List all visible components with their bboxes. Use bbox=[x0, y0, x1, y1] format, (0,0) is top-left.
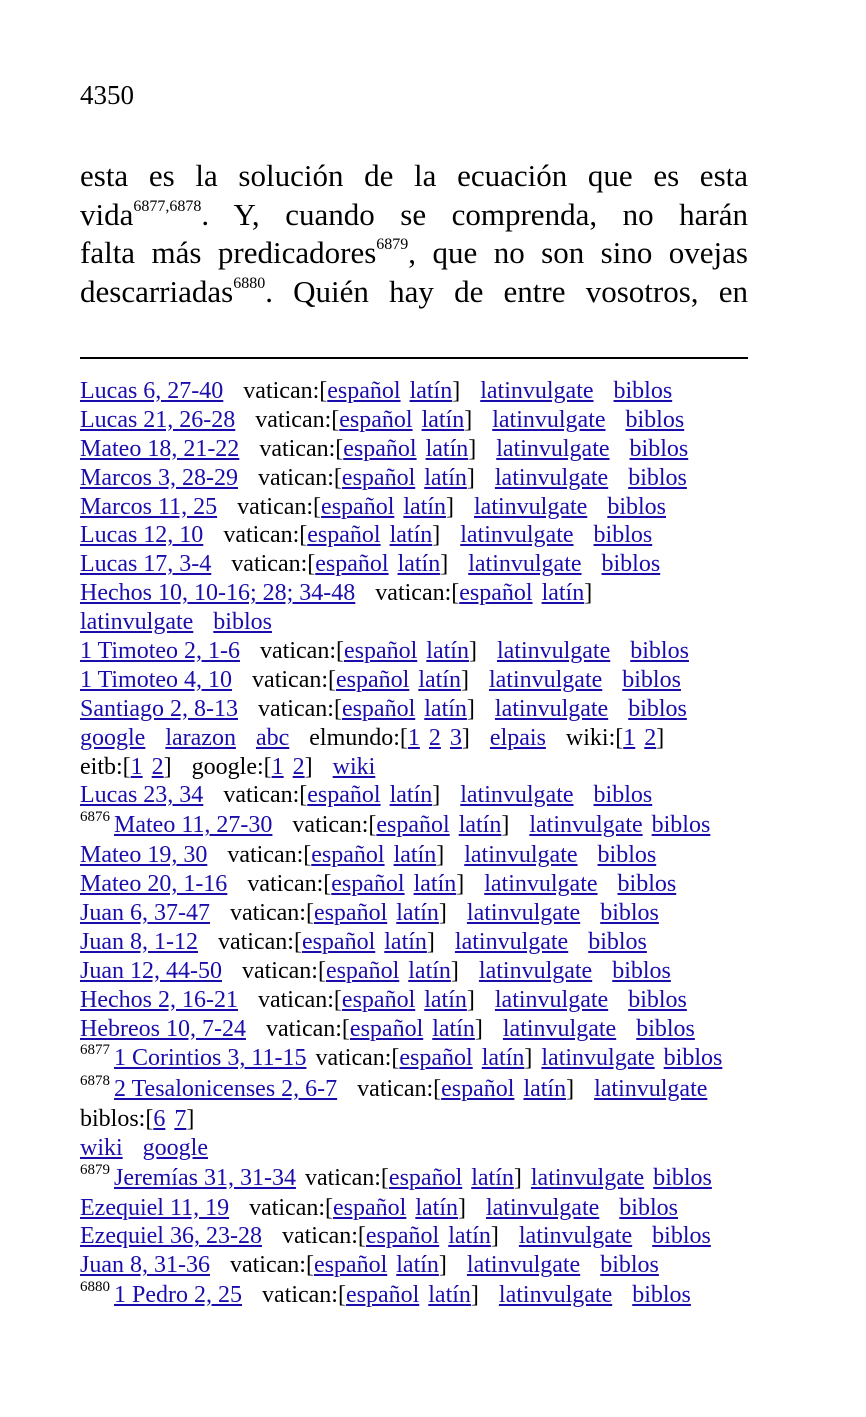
latin-link[interactable]: latín bbox=[413, 871, 457, 898]
footnote-line bbox=[80, 1280, 760, 1311]
latin-link[interactable]: latín bbox=[396, 899, 439, 926]
biblos-link[interactable]: biblos bbox=[628, 695, 687, 722]
google-link-2[interactable]: 2 bbox=[292, 753, 305, 780]
latin-link[interactable]: latín bbox=[428, 1282, 471, 1309]
bible-ref-link[interactable]: Lucas 12, 10 bbox=[80, 522, 204, 549]
bracket-close: ] bbox=[460, 666, 469, 693]
latinvulgate-link[interactable]: latinvulgate bbox=[466, 899, 581, 926]
larazon-link[interactable]: larazon bbox=[165, 724, 236, 751]
latin-link[interactable]: latín bbox=[415, 1194, 458, 1221]
latinvulgate-link[interactable]: latinvulgate bbox=[496, 638, 611, 665]
latin-link[interactable]: latín bbox=[424, 695, 467, 722]
bible-ref-link[interactable]: Juan 8, 1-12 bbox=[80, 928, 198, 955]
latinvulgate-link[interactable]: latinvulgate bbox=[529, 812, 643, 839]
latinvulgate-link[interactable]: latinvulgate bbox=[492, 406, 606, 433]
latin-link[interactable]: latín bbox=[523, 1076, 567, 1103]
latinvulgate-link[interactable]: latinvulgate bbox=[494, 695, 609, 722]
main-text bbox=[80, 157, 748, 312]
reference-line bbox=[80, 1251, 760, 1280]
footnote-number: 6880 bbox=[80, 1279, 110, 1296]
news-line bbox=[80, 724, 760, 753]
bracket-close: ] bbox=[440, 551, 449, 578]
footnote-line bbox=[80, 1163, 760, 1194]
espanol-link[interactable]: español bbox=[341, 464, 416, 491]
bracket-close: ] bbox=[452, 378, 461, 404]
espanol-link[interactable]: español bbox=[343, 435, 417, 462]
espanol-link[interactable]: español bbox=[313, 899, 388, 926]
latinvulgate-link[interactable]: latinvulgate bbox=[466, 1252, 581, 1279]
footnote-divider bbox=[80, 357, 748, 359]
news-line bbox=[80, 753, 760, 782]
espanol-link[interactable]: español bbox=[313, 1252, 388, 1279]
vatican-label: vatican:[ bbox=[375, 580, 460, 607]
espanol-link[interactable]: español bbox=[331, 871, 405, 898]
bracket-close: ] bbox=[468, 435, 477, 462]
bracket-close: ] bbox=[186, 1105, 195, 1132]
biblos-link[interactable]: biblos bbox=[630, 638, 689, 665]
latin-link[interactable]: latín bbox=[384, 928, 427, 955]
biblos-link[interactable]: biblos bbox=[588, 928, 647, 955]
latin-link[interactable]: latín bbox=[397, 551, 441, 578]
espanol-link[interactable]: español bbox=[307, 522, 381, 549]
text-fragment: descarriadas bbox=[80, 274, 234, 310]
reference-line bbox=[80, 666, 760, 695]
footnote-ref[interactable]: 6877,6878 bbox=[133, 197, 202, 215]
biblos-link[interactable]: biblos bbox=[600, 1252, 659, 1279]
reference-line bbox=[80, 550, 760, 579]
vatican-label: vatican:[ bbox=[259, 435, 344, 462]
biblos-link[interactable]: biblos bbox=[628, 986, 687, 1013]
biblos-link[interactable]: biblos bbox=[632, 1282, 691, 1309]
bracket-close: ] bbox=[450, 957, 459, 984]
elmundo-link-1[interactable]: 1 bbox=[407, 724, 420, 751]
espanol-link[interactable]: español bbox=[376, 812, 450, 839]
eitb-link-1[interactable]: 1 bbox=[130, 753, 143, 780]
bracket-close: ] bbox=[432, 782, 441, 809]
eitb-label: eitb:[ bbox=[80, 753, 131, 780]
bible-ref-link[interactable]: Hebreos 10, 7-24 bbox=[80, 1015, 246, 1042]
latinvulgate-link[interactable]: latinvulgate bbox=[488, 666, 603, 693]
bracket-close: ] bbox=[490, 1223, 499, 1250]
vatican-label: vatican:[ bbox=[255, 406, 340, 433]
reference-line bbox=[80, 841, 760, 870]
footnote-number: 6879 bbox=[80, 1161, 110, 1178]
espanol-link[interactable]: español bbox=[307, 782, 381, 809]
wiki-link[interactable]: wiki bbox=[332, 753, 376, 780]
reference-line bbox=[80, 1222, 760, 1251]
reference-line bbox=[80, 1194, 760, 1223]
latin-link[interactable]: latín bbox=[418, 666, 461, 693]
bible-ref-link[interactable]: Juan 8, 31-36 bbox=[80, 1252, 210, 1279]
biblos-link[interactable]: biblos bbox=[629, 435, 689, 462]
text-line bbox=[80, 196, 748, 235]
latin-link[interactable]: latín bbox=[389, 782, 433, 809]
latinvulgate-link[interactable]: latinvulgate bbox=[518, 1223, 633, 1250]
vatican-label: vatican:[ bbox=[292, 812, 377, 839]
google-link[interactable]: google bbox=[80, 724, 146, 751]
bible-ref-link[interactable]: 1 Corintios 3, 11-15 bbox=[114, 1045, 307, 1072]
wiki-link[interactable]: wiki bbox=[80, 1134, 123, 1161]
latinvulgate-link[interactable]: latinvulgate bbox=[460, 522, 574, 549]
reference-line bbox=[80, 695, 760, 724]
latinvulgate-link[interactable]: latinvulgate bbox=[454, 928, 569, 955]
bible-ref-link[interactable]: 2 Tesalonicenses 2, 6-7 bbox=[114, 1076, 338, 1103]
espanol-link[interactable]: español bbox=[333, 1194, 407, 1221]
latin-link[interactable]: latín bbox=[403, 493, 447, 520]
abc-link[interactable]: abc bbox=[255, 724, 290, 751]
biblos-link[interactable]: biblos bbox=[593, 782, 653, 809]
biblos-link[interactable]: biblos bbox=[613, 378, 673, 404]
bracket-close: ] bbox=[446, 493, 455, 520]
bible-ref-link[interactable]: Marcos 11, 25 bbox=[80, 493, 218, 520]
vatican-label: vatican:[ bbox=[223, 522, 308, 549]
biblos-link[interactable]: biblos bbox=[617, 871, 677, 898]
bible-ref-link[interactable]: 1 Timoteo 4, 10 bbox=[80, 666, 233, 693]
bracket-close: ] bbox=[438, 899, 447, 926]
bible-ref-link[interactable]: Juan 12, 44-50 bbox=[80, 957, 222, 984]
vatican-label: vatican:[ bbox=[241, 957, 326, 984]
latinvulgate-link[interactable]: latinvulgate bbox=[478, 957, 593, 984]
latinvulgate-link[interactable]: latinvulgate bbox=[498, 1282, 613, 1309]
bracket-close: ] bbox=[456, 871, 465, 898]
latin-link[interactable]: latín bbox=[541, 580, 585, 607]
reference-line bbox=[80, 406, 760, 435]
biblos-link[interactable]: biblos bbox=[636, 1015, 695, 1042]
biblos-link-6[interactable]: 6 bbox=[153, 1105, 166, 1132]
espanol-link[interactable]: español bbox=[336, 666, 410, 693]
bible-ref-link[interactable]: Hechos 10, 10-16; 28; 34-48 bbox=[80, 580, 356, 607]
footnote-number: 6876 bbox=[80, 809, 110, 826]
google-label: google:[ bbox=[191, 753, 272, 780]
google-link-1[interactable]: 1 bbox=[271, 753, 284, 780]
footnote-number: 6877 bbox=[80, 1042, 110, 1059]
reference-line bbox=[80, 781, 760, 810]
vatican-label: vatican:[ bbox=[227, 842, 312, 869]
latin-link[interactable]: latín bbox=[448, 1223, 491, 1250]
vatican-label: vatican:[ bbox=[229, 1252, 314, 1279]
reference-line bbox=[80, 493, 760, 522]
espanol-link[interactable]: español bbox=[339, 406, 413, 433]
reference-line bbox=[80, 1105, 760, 1134]
text-fragment: . Y, cuando se comprenda, no harán bbox=[201, 196, 748, 232]
vatican-label: vatican:[ bbox=[252, 666, 336, 693]
bracket-close: ] bbox=[468, 638, 477, 665]
text-fragment: vida bbox=[80, 196, 134, 232]
reference-line bbox=[80, 899, 760, 928]
bracket-close: ] bbox=[524, 1045, 533, 1072]
bracket-close: ] bbox=[432, 522, 441, 549]
bible-ref-link[interactable]: Mateo 11, 27-30 bbox=[114, 812, 273, 839]
biblos-link[interactable]: biblos bbox=[597, 842, 657, 869]
elmundo-label: elmundo:[ bbox=[309, 724, 408, 751]
bible-ref-link[interactable]: Hechos 2, 16-21 bbox=[80, 986, 238, 1013]
vatican-label: vatican:[ bbox=[357, 1076, 442, 1103]
biblos-link[interactable]: biblos bbox=[622, 666, 681, 693]
bible-ref-link[interactable]: Lucas 17, 3-4 bbox=[80, 551, 212, 578]
espanol-link[interactable]: español bbox=[327, 378, 401, 404]
vatican-label: vatican:[ bbox=[257, 695, 342, 722]
latinvulgate-link[interactable]: latinvulgate bbox=[80, 609, 194, 636]
text-fragment: . Quién hay de entre vosotros, en bbox=[265, 274, 748, 310]
biblos-link[interactable]: biblos bbox=[651, 812, 711, 839]
bracket-close: ] bbox=[426, 928, 435, 955]
reference-line bbox=[80, 464, 760, 493]
biblos-link[interactable]: biblos bbox=[663, 1045, 723, 1072]
bracket-close: ] bbox=[466, 695, 475, 722]
biblos-link[interactable]: biblos bbox=[601, 551, 661, 578]
bible-ref-link[interactable]: Marcos 3, 28-29 bbox=[80, 464, 238, 491]
latinvulgate-link[interactable]: latinvulgate bbox=[530, 1164, 645, 1191]
reference-line bbox=[80, 1134, 760, 1163]
latin-link[interactable]: latín bbox=[425, 435, 469, 462]
wiki-link-2[interactable]: 2 bbox=[644, 724, 657, 751]
reference-line bbox=[80, 637, 760, 666]
latin-link[interactable]: latín bbox=[481, 1045, 525, 1072]
elmundo-link-3[interactable]: 3 bbox=[449, 724, 462, 751]
vatican-label: vatican:[ bbox=[315, 1045, 400, 1072]
bracket-close: ] bbox=[656, 724, 665, 751]
vatican-label: vatican:[ bbox=[265, 1015, 350, 1042]
latin-link[interactable]: latín bbox=[408, 957, 451, 984]
biblos-link[interactable]: biblos bbox=[213, 609, 272, 636]
biblos-link[interactable]: biblos bbox=[600, 899, 659, 926]
reference-line bbox=[80, 521, 760, 550]
espanol-link[interactable]: español bbox=[343, 638, 418, 665]
bible-ref-link[interactable]: Lucas 23, 34 bbox=[80, 782, 204, 809]
bible-ref-link[interactable]: Juan 6, 37-47 bbox=[80, 899, 210, 926]
biblos-link[interactable]: biblos bbox=[625, 406, 685, 433]
biblos-link[interactable]: biblos bbox=[652, 1223, 711, 1250]
reference-line bbox=[80, 1015, 760, 1044]
reference-line bbox=[80, 870, 760, 899]
bracket-close: ] bbox=[584, 580, 593, 607]
bracket-close: ] bbox=[501, 812, 510, 839]
espanol-link[interactable]: español bbox=[365, 1223, 440, 1250]
reference-line bbox=[80, 928, 760, 957]
vatican-label: vatican:[ bbox=[223, 782, 308, 809]
latinvulgate-link[interactable]: latinvulgate bbox=[594, 1076, 708, 1103]
espanol-link[interactable]: español bbox=[345, 1282, 420, 1309]
latinvulgate-link[interactable]: latinvulgate bbox=[494, 986, 609, 1013]
vatican-label: vatican:[ bbox=[237, 493, 322, 520]
reference-line bbox=[80, 986, 760, 1015]
latinvulgate-link[interactable]: latinvulgate bbox=[485, 1194, 600, 1221]
bracket-close: ] bbox=[304, 753, 313, 780]
bracket-close: ] bbox=[461, 724, 470, 751]
bracket-close: ] bbox=[457, 1194, 466, 1221]
text-line bbox=[80, 234, 748, 273]
biblos-link[interactable]: biblos bbox=[628, 464, 687, 491]
espanol-link[interactable]: español bbox=[388, 1164, 463, 1191]
biblos-link[interactable]: biblos bbox=[653, 1164, 712, 1191]
eitb-link-2[interactable]: 2 bbox=[151, 753, 164, 780]
espanol-link[interactable]: español bbox=[325, 957, 400, 984]
reference-line bbox=[80, 957, 760, 986]
bible-ref-link[interactable]: 1 Pedro 2, 25 bbox=[114, 1282, 242, 1309]
bible-ref-link[interactable]: 1 Timoteo 2, 1-6 bbox=[80, 638, 241, 665]
reference-line bbox=[80, 579, 760, 608]
espanol-link[interactable]: español bbox=[349, 1015, 424, 1042]
google-link[interactable]: google bbox=[142, 1134, 208, 1161]
vatican-label: vatican:[ bbox=[229, 899, 314, 926]
latin-link[interactable]: latín bbox=[424, 464, 467, 491]
espanol-link[interactable]: español bbox=[301, 928, 376, 955]
bracket-close: ] bbox=[466, 986, 475, 1013]
latin-link[interactable]: latín bbox=[432, 1015, 475, 1042]
latinvulgate-link[interactable]: latinvulgate bbox=[496, 435, 610, 462]
bible-ref-link[interactable]: Mateo 18, 21-22 bbox=[80, 435, 240, 462]
bracket-close: ] bbox=[466, 464, 475, 491]
latin-link[interactable]: latín bbox=[409, 378, 453, 404]
bible-ref-link[interactable]: Mateo 20, 1-16 bbox=[80, 871, 228, 898]
latin-link[interactable]: latín bbox=[426, 638, 469, 665]
biblos-link[interactable]: biblos bbox=[593, 522, 653, 549]
vatican-label: vatican:[ bbox=[304, 1164, 389, 1191]
espanol-link[interactable]: español bbox=[321, 493, 395, 520]
latinvulgate-link[interactable]: latinvulgate bbox=[502, 1015, 617, 1042]
bracket-close: ] bbox=[163, 753, 172, 780]
espanol-link[interactable]: español bbox=[459, 580, 533, 607]
vatican-label: vatican:[ bbox=[257, 986, 342, 1013]
bible-ref-link[interactable]: Ezequiel 11, 19 bbox=[80, 1194, 230, 1221]
bible-ref-link[interactable]: Lucas 6, 27-40 bbox=[80, 378, 224, 404]
vatican-label: vatican:[ bbox=[257, 464, 342, 491]
vatican-label: vatican:[ bbox=[281, 1223, 366, 1250]
bible-ref-link[interactable]: Santiago 2, 8-13 bbox=[80, 695, 238, 722]
footnote-line bbox=[80, 1043, 760, 1074]
reference-line bbox=[80, 608, 760, 637]
biblos-label: biblos:[ bbox=[80, 1105, 154, 1132]
latinvulgate-link[interactable]: latinvulgate bbox=[541, 1045, 655, 1072]
bible-ref-link[interactable]: Jeremías 31, 31-34 bbox=[114, 1164, 296, 1191]
text-fragment: falta más predicadores bbox=[80, 235, 377, 271]
latin-link[interactable]: latín bbox=[471, 1164, 514, 1191]
footnote-ref[interactable]: 6880 bbox=[233, 275, 266, 293]
espanol-link[interactable]: español bbox=[341, 986, 416, 1013]
vatican-label: vatican:[ bbox=[243, 378, 328, 404]
latinvulgate-link[interactable]: latinvulgate bbox=[468, 551, 582, 578]
espanol-link[interactable]: español bbox=[399, 1045, 473, 1072]
footnote-number: 6878 bbox=[80, 1073, 110, 1090]
footnote-line bbox=[80, 1074, 760, 1105]
latinvulgate-link[interactable]: latinvulgate bbox=[484, 871, 598, 898]
bracket-close: ] bbox=[474, 1015, 483, 1042]
bracket-close: ] bbox=[438, 1252, 447, 1279]
biblos-link[interactable]: biblos bbox=[619, 1194, 678, 1221]
latinvulgate-link[interactable]: latinvulgate bbox=[480, 378, 594, 404]
vatican-label: vatican:[ bbox=[260, 638, 344, 665]
page-number: 4350 bbox=[80, 80, 134, 110]
bible-ref-link[interactable]: Mateo 19, 30 bbox=[80, 842, 208, 869]
bible-ref-link[interactable]: Ezequiel 36, 23-28 bbox=[80, 1223, 262, 1250]
vatican-label: vatican:[ bbox=[249, 1194, 334, 1221]
elmundo-link-2[interactable]: 2 bbox=[428, 724, 441, 751]
espanol-link[interactable]: español bbox=[441, 1076, 515, 1103]
bracket-close: ] bbox=[470, 1282, 479, 1309]
reference-line bbox=[80, 377, 760, 406]
biblos-link-7[interactable]: 7 bbox=[174, 1105, 187, 1132]
footnotes-section bbox=[80, 377, 760, 1311]
bible-ref-link[interactable]: Lucas 21, 26-28 bbox=[80, 406, 236, 433]
wiki-label: wiki:[ bbox=[565, 724, 624, 751]
latin-link[interactable]: latín bbox=[458, 812, 502, 839]
text-fragment: , que no son sino ovejas bbox=[408, 235, 748, 271]
vatican-label: vatican:[ bbox=[247, 871, 332, 898]
biblos-link[interactable]: biblos bbox=[612, 957, 671, 984]
wiki-link-1[interactable]: 1 bbox=[623, 724, 636, 751]
elpais-link[interactable]: elpais bbox=[489, 724, 546, 751]
reference-line bbox=[80, 435, 760, 464]
espanol-link[interactable]: español bbox=[341, 695, 416, 722]
footnote-line bbox=[80, 810, 760, 841]
vatican-label: vatican:[ bbox=[217, 928, 302, 955]
espanol-link[interactable]: español bbox=[311, 842, 385, 869]
biblos-link[interactable]: biblos bbox=[607, 493, 666, 520]
latinvulgate-link[interactable]: latinvulgate bbox=[494, 464, 609, 491]
latinvulgate-link[interactable]: latinvulgate bbox=[464, 842, 578, 869]
text-line: esta es la solución de la ecuación que es esta bbox=[80, 158, 748, 193]
vatican-label: vatican:[ bbox=[231, 551, 316, 578]
vatican-label: vatican:[ bbox=[262, 1282, 346, 1309]
text-line bbox=[80, 273, 748, 312]
latin-link[interactable]: latín bbox=[389, 522, 433, 549]
bracket-close: ] bbox=[464, 406, 473, 433]
latin-link[interactable]: latín bbox=[396, 1252, 439, 1279]
bracket-close: ] bbox=[436, 842, 445, 869]
espanol-link[interactable]: español bbox=[315, 551, 389, 578]
bracket-close: ] bbox=[513, 1164, 522, 1191]
latin-link[interactable]: latín bbox=[421, 406, 465, 433]
latin-link[interactable]: latín bbox=[393, 842, 437, 869]
footnote-ref[interactable]: 6879 bbox=[376, 236, 409, 254]
latinvulgate-link[interactable]: latinvulgate bbox=[460, 782, 574, 809]
latin-link[interactable]: latín bbox=[424, 986, 467, 1013]
latinvulgate-link[interactable]: latinvulgate bbox=[474, 493, 588, 520]
bracket-close: ] bbox=[566, 1076, 575, 1103]
